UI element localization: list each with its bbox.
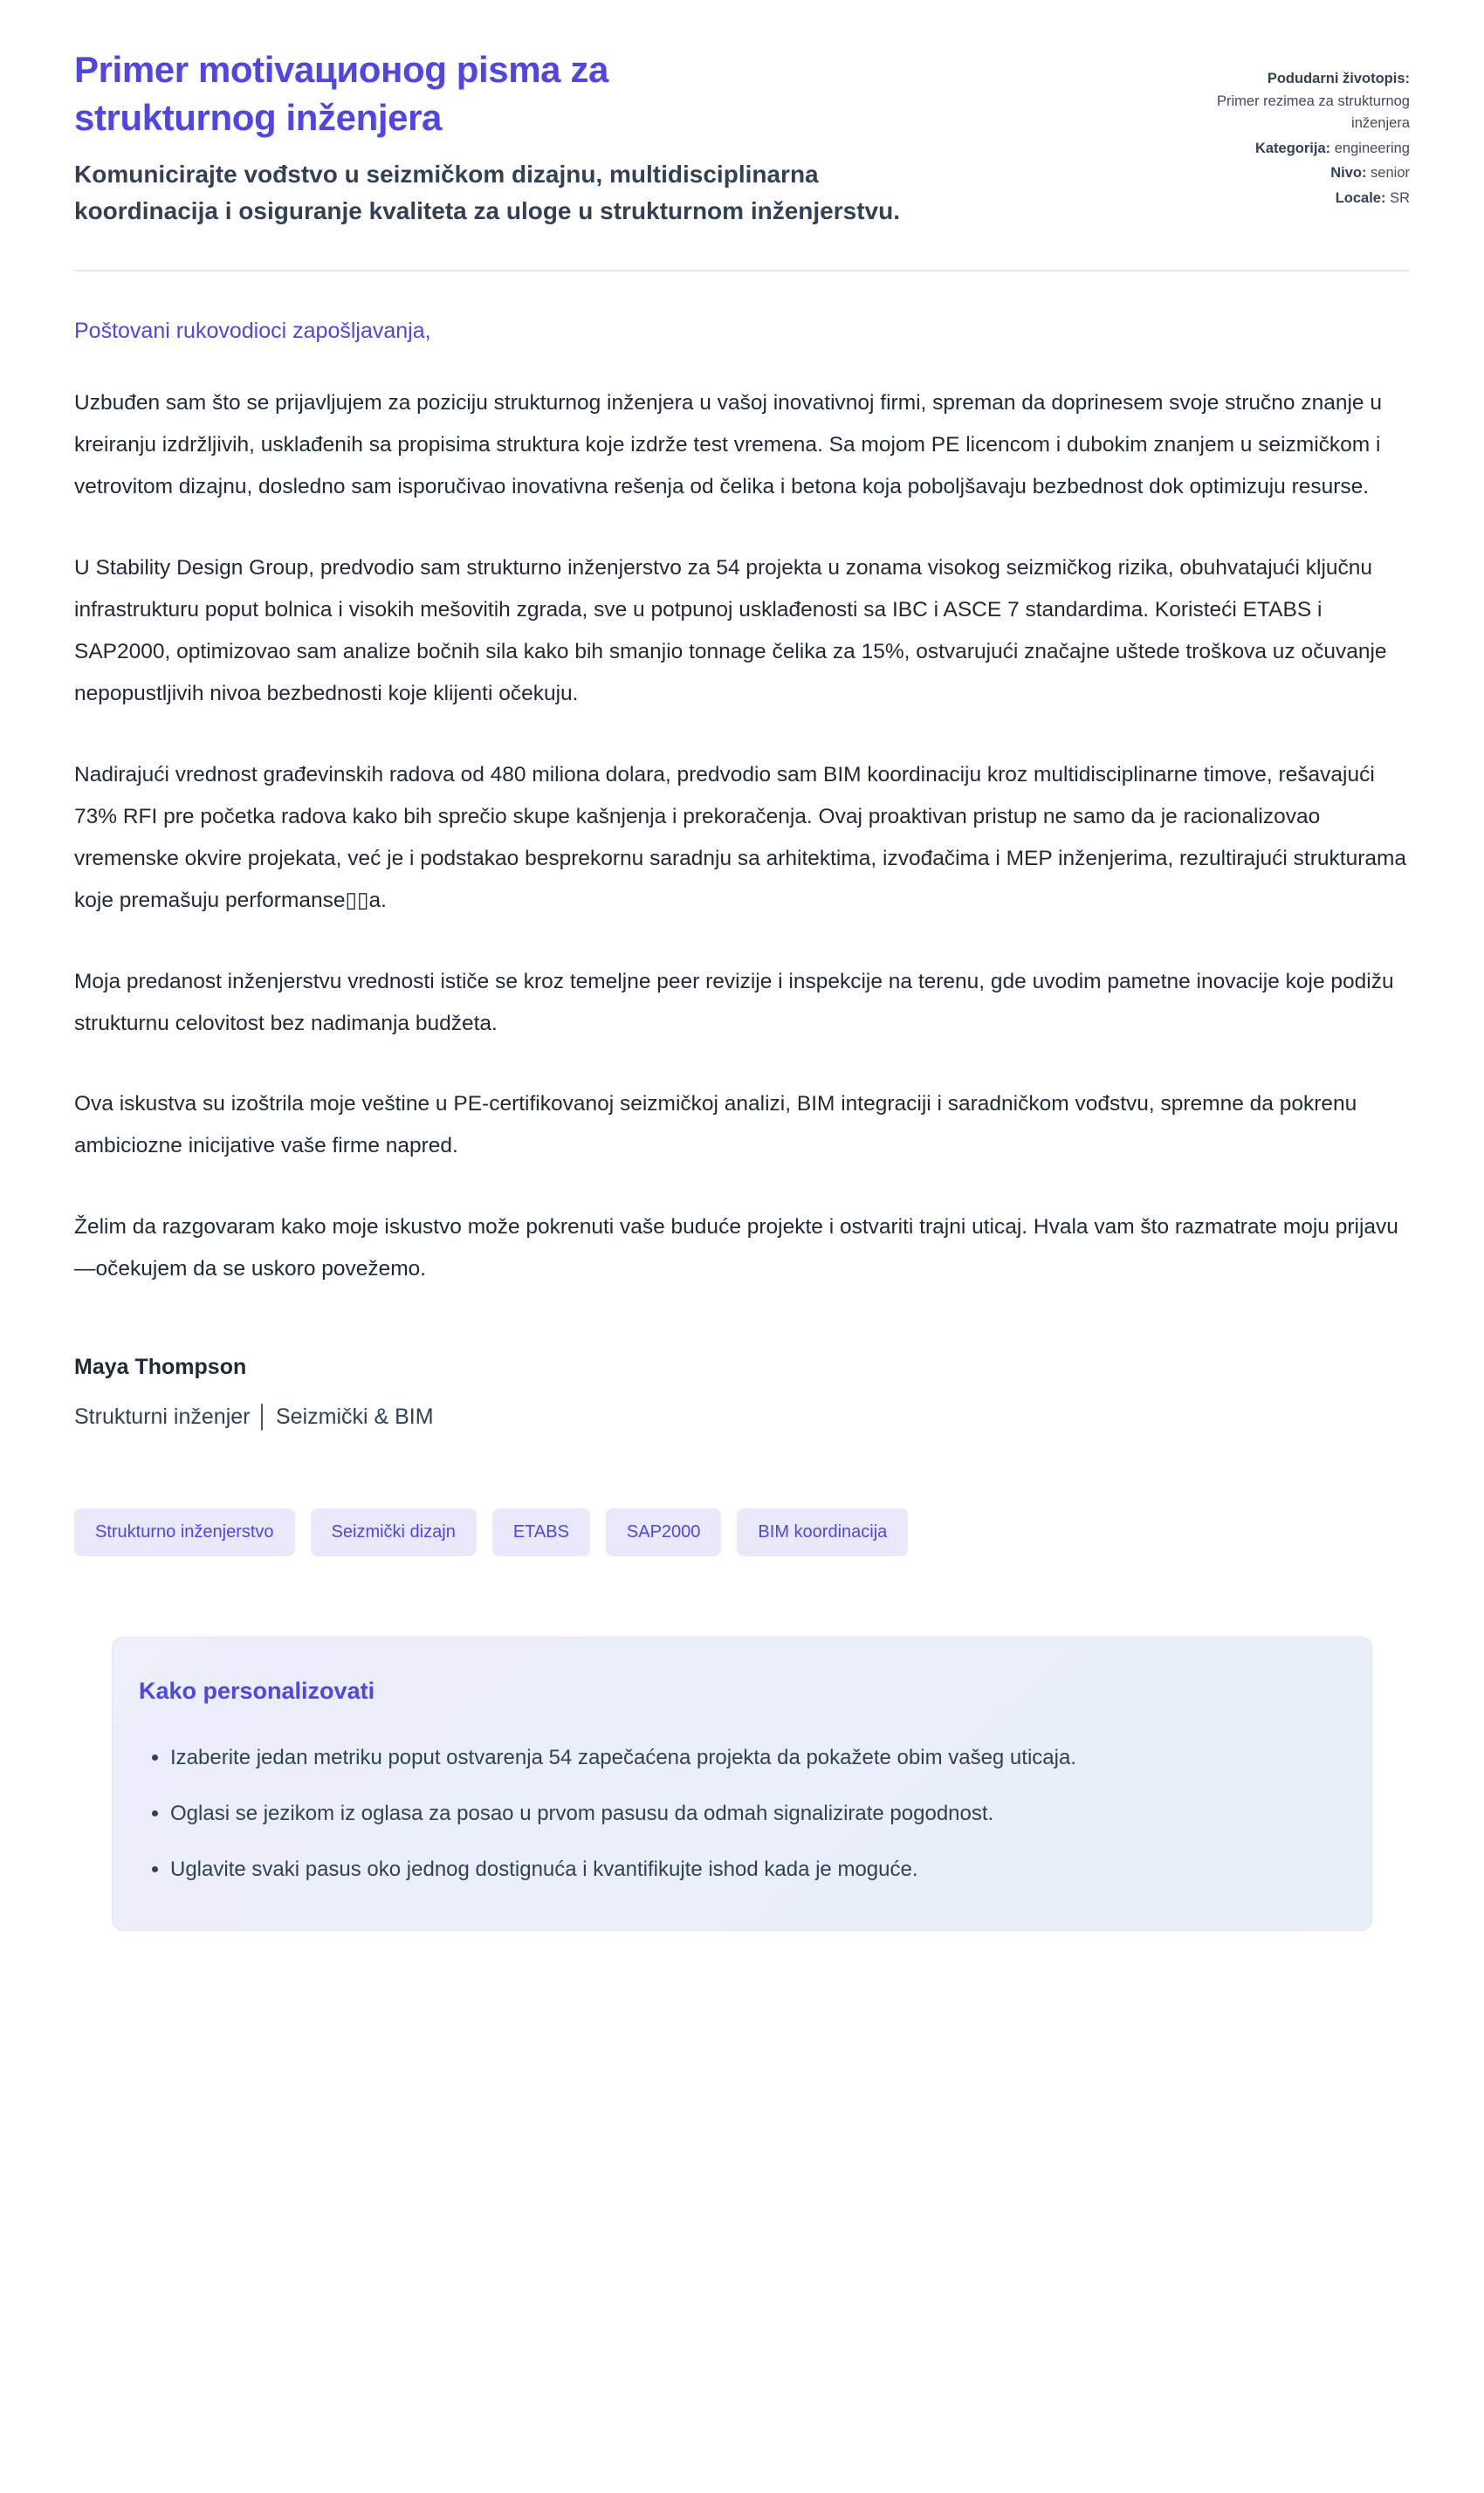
meta-value-level: senior — [1371, 165, 1410, 182]
paragraph-6: Želim da razgovaram kako moje iskustvo može pokrenuti vaše buduće projekte i ostvariti trajni uticaj. Hvala vam što razmatrate moju prijavu—očekujem da se uskoro povežemo. — [74, 1214, 1398, 1281]
meta-label-level: Nivo: — [1330, 165, 1367, 182]
page-subtitle: Komunicirajte vođstvo u seizmičkom dizajnu, multidisciplinarna koordinacija i osiguranje kvaliteta za uloge u strukturnom inženjerstvu. — [74, 160, 900, 224]
tag-list — [74, 1508, 1410, 1556]
meta-value-locale: SR — [1390, 189, 1410, 206]
meta-panel — [1172, 68, 1410, 230]
header-title-block — [74, 45, 1137, 230]
page-title: Primer motivaционog pisma za strukturnog inženjera — [74, 49, 608, 139]
tag-chip-etabs: ETABS — [492, 1508, 590, 1556]
tip-item-1: • Izaberite jedan metriku poput ostvarenja 54 zapečaćena projekta da pokažete obim vašeg uticaja. — [170, 1738, 1333, 1778]
tips-list — [139, 1738, 1333, 1890]
meta-label-matching-resume: Podudarni životopis: — [1267, 71, 1410, 86]
paragraph-1: Uzbuđen sam što se prijavljujem za poziciju strukturnog inženjera u vašoj inovativnoj firmi, spreman da doprinesem svoje stručno znanje u kreiranju izdržljivih, usklađenih sa propisima struktura koje izdrže test vremena. Sa mojom PE licencom i dubokim znanjem u seizmičkom i vetrovitom dizajnu, dosledno sam isporučivao inovativna rešenja od čelika i betona koja poboljšavaju bezbednost dok optimizuju resurse. — [74, 390, 1382, 499]
paragraph-5: Ova iskustva su izoštrila moje veštine u PE-certifikovanoj seizmičkoj analizi, BIM integraciji i saradničkom vođstvu, spremne da pokrenu ambiciozne inicijative vaše firme napred. — [74, 1092, 1357, 1158]
meta-row-level — [1172, 162, 1410, 185]
tag-chip-sap2000: SAP2000 — [606, 1508, 722, 1556]
letter-body — [74, 319, 1410, 1430]
tag-chip-seismic-design: Seizmički dizajn — [311, 1508, 477, 1556]
meta-value-matching-resume: Primer rezimea za strukturnog inženjera — [1217, 93, 1410, 132]
tag-chip-bim-coordination: BIM koordinacija — [737, 1508, 908, 1556]
header-divider — [74, 270, 1410, 271]
meta-label-category: Kategorija: — [1254, 140, 1331, 156]
paragraph-2: U Stability Design Group, predvodio sam strukturno inženjerstvo za 54 projekta u zonama visokog seizmičkog rizika, obuhvatajući ključnu infrastrukturu poput bolnica i visokih mešovitih zgrada, sve u potpunoj usklađenosti sa IBC i ASCE 7 standardima. Koristeći ETABS i SAP2000, optimizovao sam analize bočnih sila kako bih smanjio tonnage čelika za 15%, ostvarujući značajne uštede troškova uz očuvanje nepopustljivih nivoa bezbednosti koje klijenti očekuju. — [74, 555, 1387, 706]
tag-chip-structural-engineering: Strukturno inženjerstvo — [74, 1508, 295, 1556]
signature-name: Maya Thompson — [74, 1355, 247, 1380]
tips-title: Kako personalizovati — [139, 1678, 375, 1705]
tip-item-2: • Oglasi se jezikom iz oglasa za posao u prvom pasusu da odmah signalizirate pogodnost. — [170, 1794, 1333, 1834]
paragraph-4: Moja predanost inženjerstvu vrednosti ističe se kroz temeljne peer revizije i inspekcije na terenu, gde uvodim pametne inovacije koje podižu strukturnu celovitost bez nadimanja budžeta. — [74, 969, 1394, 1035]
meta-row-matching-resume — [1172, 68, 1410, 135]
meta-label-locale: Locale: — [1335, 189, 1386, 206]
meta-value-category: engineering — [1334, 140, 1410, 156]
meta-row-category — [1172, 138, 1410, 161]
header — [74, 45, 1410, 230]
tips-card — [112, 1637, 1372, 1931]
paragraph-3: Nadirajući vrednost građevinskih radova od 480 miliona dolara, predvodio sam BIM koordinaciju kroz multidisciplinarne timove, rešavajući 73% RFI pre početka radova kako bih sprečio skupe kašnjenja i prekoračenja. Ovaj proaktivan pristup ne samo da je racionalizovao vremenske okvire projekata, već je i podstakao besprekornu saradnju sa arhitektima, izvođačima i MEP inženjerima, rezultirajući strukturama koje premašuju performanse▯▯a. — [74, 762, 1407, 913]
greeting: Poštovani rukovodioci zapošljavanja, — [74, 318, 431, 343]
tip-item-3: • Uglavite svaki pasus oko jednog dostignuća i kvantifikujte ishod kada je moguće. — [170, 1850, 1333, 1890]
signature-title: Strukturni inženjer │ Seizmički & BIM — [74, 1404, 434, 1430]
meta-row-locale — [1172, 188, 1410, 210]
